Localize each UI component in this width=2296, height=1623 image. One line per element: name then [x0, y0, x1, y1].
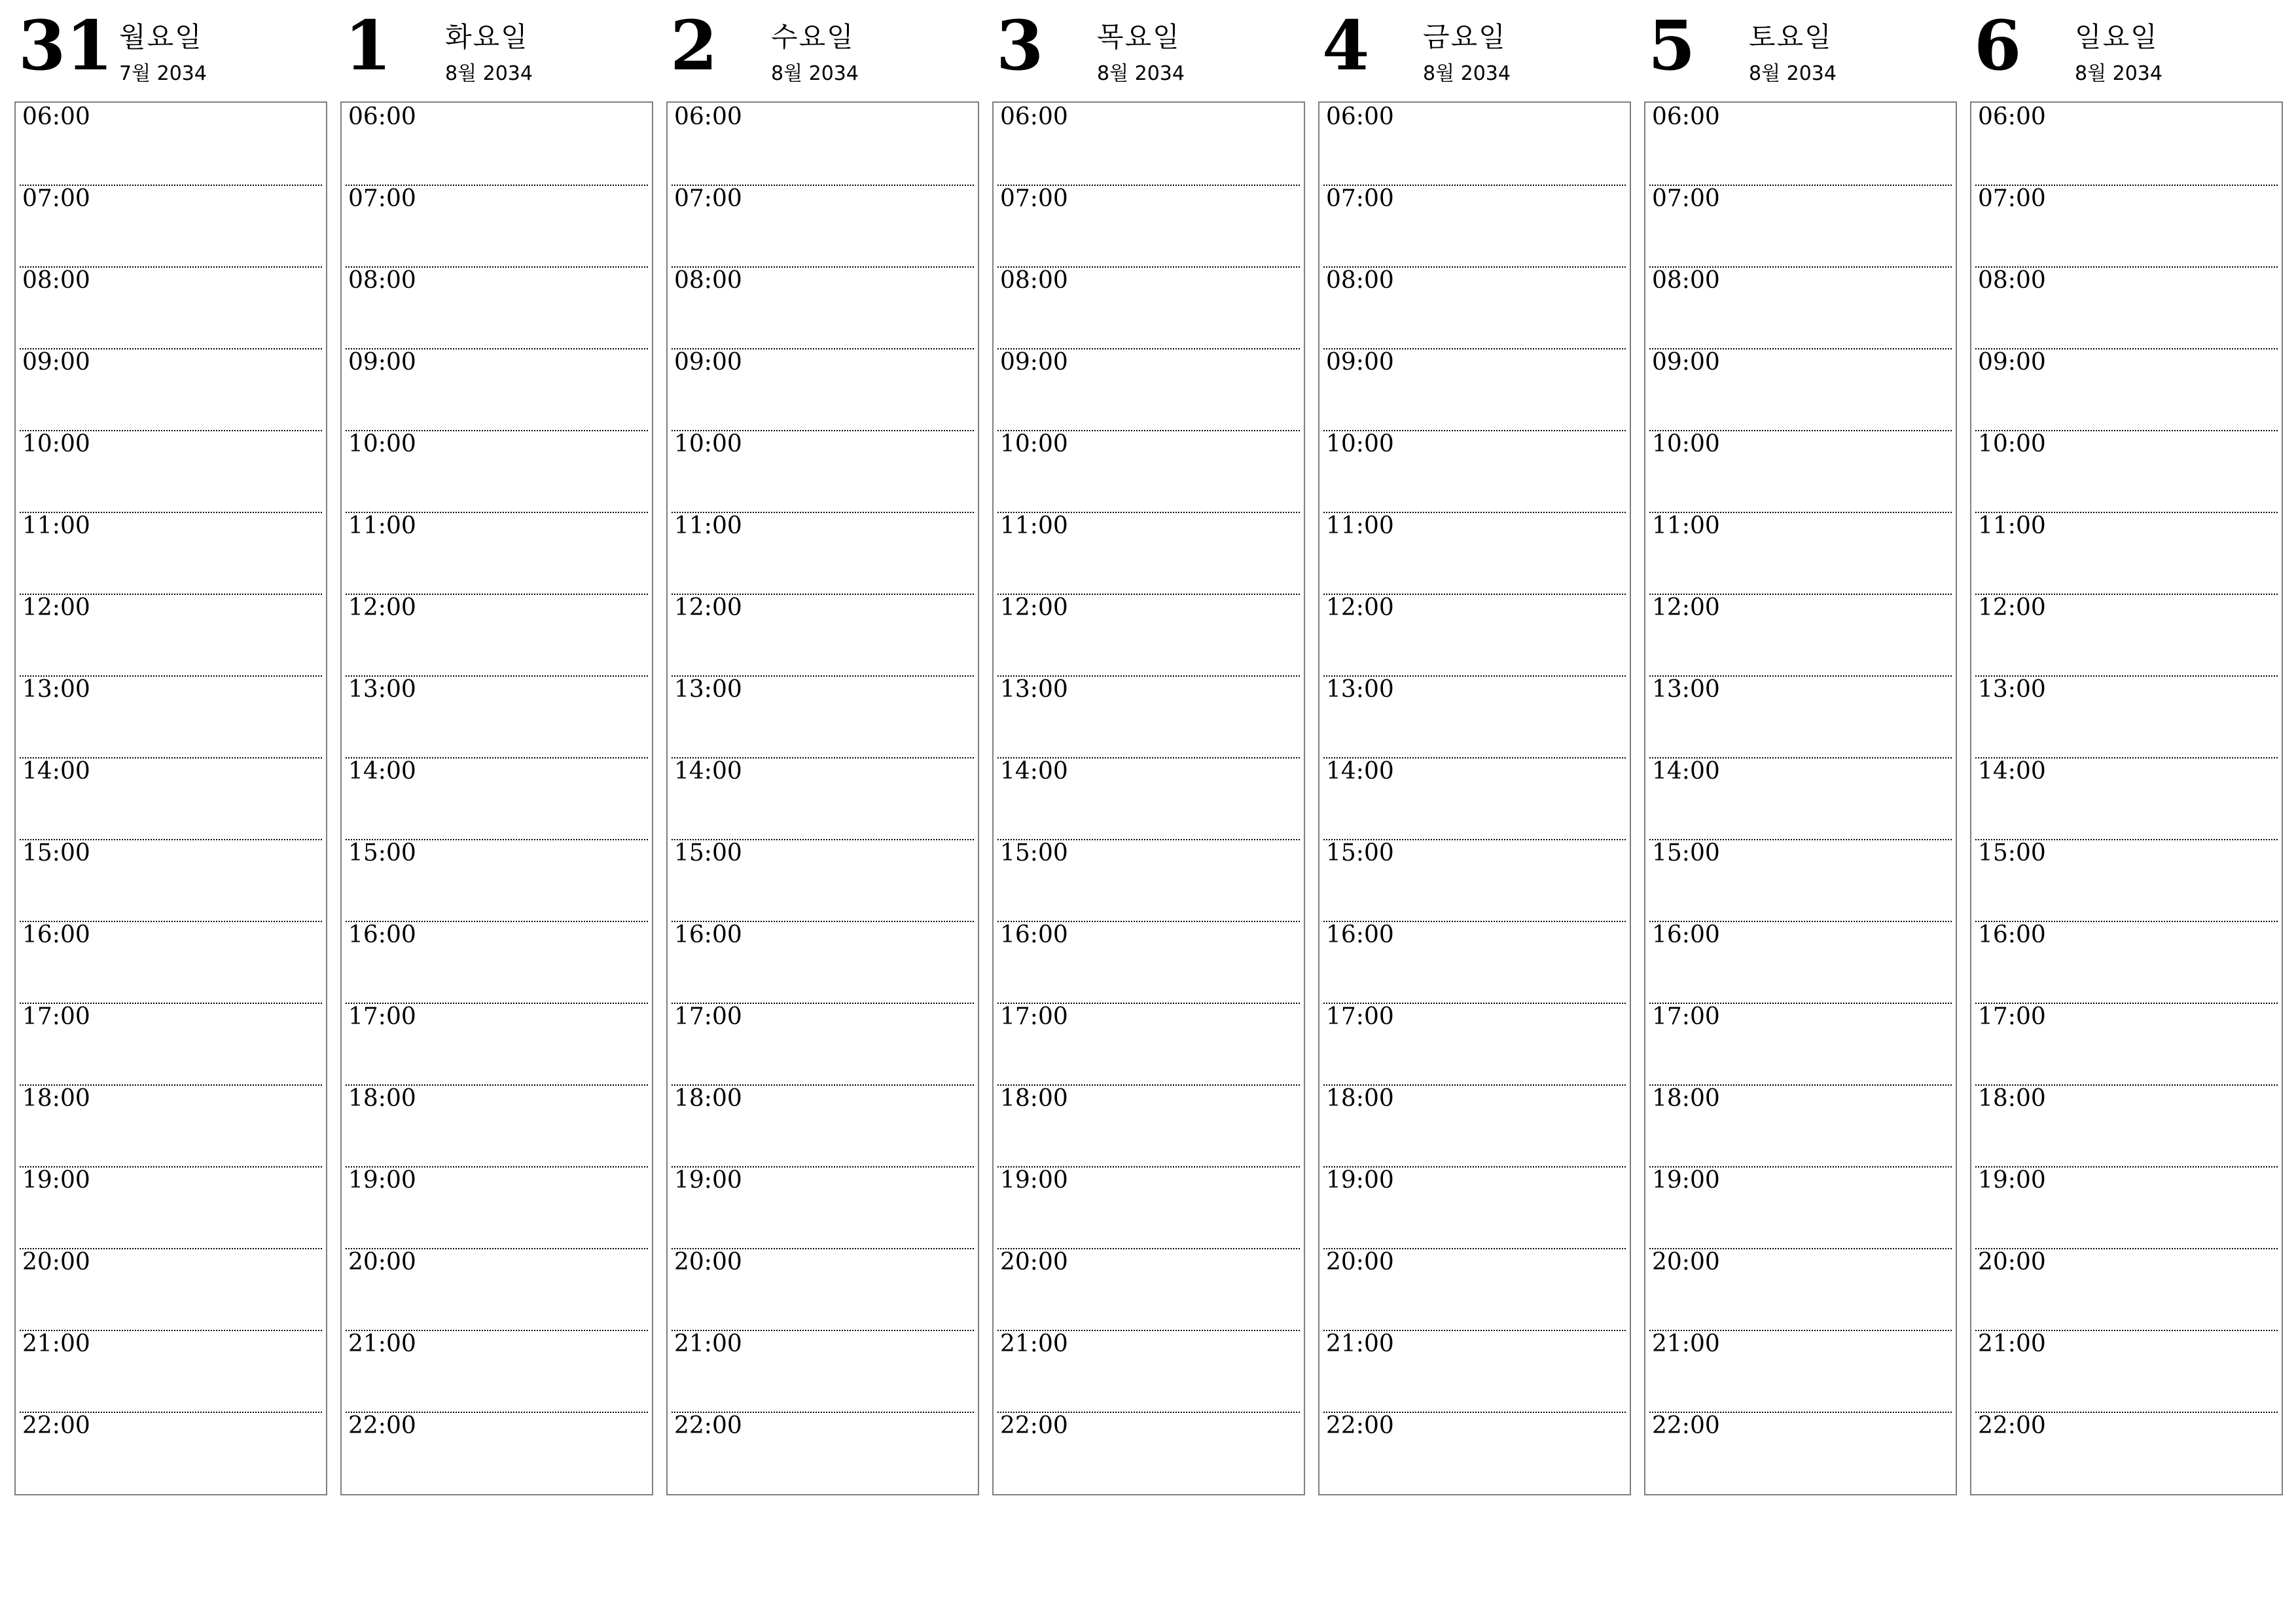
time-slot-label: 13:00 [1000, 676, 1068, 703]
time-slot[interactable] [20, 757, 322, 840]
day-number: 6 [1974, 5, 2022, 86]
time-slot[interactable] [1323, 430, 1626, 513]
month-year-label: 8월 2034 [1097, 62, 1185, 85]
time-slot[interactable] [1323, 266, 1626, 349]
time-slot-label: 12:00 [674, 594, 742, 621]
time-slot-label: 15:00 [674, 840, 742, 866]
time-slot-label: 08:00 [1000, 267, 1068, 294]
weekday-label: 월요일 [119, 21, 203, 53]
day-schedule-box [666, 101, 979, 1495]
time-slot-label: 07:00 [348, 185, 416, 212]
time-slot-label: 12:00 [348, 594, 416, 621]
time-slot-label: 10:00 [1000, 431, 1068, 457]
time-slot[interactable] [1323, 921, 1626, 1004]
time-slot[interactable] [20, 266, 322, 349]
day-schedule-box [14, 101, 327, 1495]
time-slot[interactable] [997, 757, 1300, 840]
time-slot-label: 21:00 [1326, 1330, 1394, 1357]
weekday-label: 수요일 [771, 21, 855, 53]
time-slot-label: 09:00 [22, 349, 90, 376]
time-slot[interactable] [1323, 1248, 1626, 1331]
time-slot-label: 06:00 [348, 103, 416, 130]
time-slot-label: 20:00 [1652, 1249, 1720, 1275]
time-slot-label: 14:00 [674, 758, 742, 785]
time-slot[interactable] [672, 1003, 974, 1086]
time-slot-label: 20:00 [22, 1249, 90, 1275]
time-slot-label: 14:00 [1326, 758, 1394, 785]
time-slot[interactable] [672, 430, 974, 513]
time-slot-label: 10:00 [348, 431, 416, 457]
time-slot-label: 09:00 [1000, 349, 1068, 376]
time-slot-label: 15:00 [348, 840, 416, 866]
time-slot[interactable] [997, 348, 1300, 431]
time-slot[interactable] [346, 1412, 648, 1493]
time-slot[interactable] [672, 1412, 974, 1493]
time-slot-label: 11:00 [1326, 512, 1394, 539]
time-slot[interactable] [997, 430, 1300, 513]
time-slot[interactable] [20, 839, 322, 922]
day-number: 2 [670, 5, 718, 86]
time-slot[interactable] [1975, 103, 2278, 186]
day-number: 1 [344, 5, 392, 86]
day-number: 4 [1322, 5, 1370, 86]
time-slot[interactable] [1975, 757, 2278, 840]
time-slot-label: 06:00 [1000, 103, 1068, 130]
time-slot-label: 13:00 [674, 676, 742, 703]
time-slot-label: 13:00 [1652, 676, 1720, 703]
time-slot-label: 17:00 [22, 1003, 90, 1030]
time-slot-label: 14:00 [22, 758, 90, 785]
time-slot[interactable] [1975, 839, 2278, 922]
time-slot-label: 14:00 [1000, 758, 1068, 785]
weekday-label: 목요일 [1097, 21, 1181, 53]
time-slot-label: 22:00 [348, 1412, 416, 1439]
time-slot[interactable] [1649, 430, 1952, 513]
time-slot[interactable] [997, 675, 1300, 758]
time-slot-label: 18:00 [1652, 1085, 1720, 1112]
time-slot[interactable] [1323, 1003, 1626, 1086]
time-slot-label: 10:00 [1326, 431, 1394, 457]
time-slot[interactable] [1975, 1166, 2278, 1249]
time-slot[interactable] [1323, 594, 1626, 677]
time-slot-label: 18:00 [1326, 1085, 1394, 1112]
time-slot-label: 12:00 [22, 594, 90, 621]
time-slot[interactable] [20, 1166, 322, 1249]
time-slot-label: 07:00 [1000, 185, 1068, 212]
time-slot[interactable] [997, 594, 1300, 677]
time-slot-label: 15:00 [1978, 840, 2046, 866]
time-slot-label: 09:00 [1652, 349, 1720, 376]
time-slot[interactable] [672, 348, 974, 431]
month-year-label: 8월 2034 [2075, 62, 2162, 85]
time-slot[interactable] [1323, 1084, 1626, 1168]
day-schedule-box [1970, 101, 2283, 1495]
time-slot[interactable] [20, 921, 322, 1004]
time-slot[interactable] [672, 839, 974, 922]
time-slot[interactable] [672, 757, 974, 840]
time-slot[interactable] [672, 1248, 974, 1331]
time-slot[interactable] [997, 1248, 1300, 1331]
time-slot-label: 08:00 [1326, 267, 1394, 294]
time-slot-label: 19:00 [1326, 1167, 1394, 1194]
time-slot[interactable] [346, 103, 648, 186]
time-slot-label: 08:00 [348, 267, 416, 294]
time-slot-label: 19:00 [348, 1167, 416, 1194]
time-slot[interactable] [346, 348, 648, 431]
day-header [1970, 0, 2283, 101]
time-slot[interactable] [20, 430, 322, 513]
weekday-label: 일요일 [2075, 21, 2159, 53]
day-column [1970, 0, 2283, 1439]
time-slot[interactable] [20, 1003, 322, 1086]
time-slot-label: 21:00 [22, 1330, 90, 1357]
time-slot[interactable] [1323, 512, 1626, 595]
time-slot-label: 07:00 [1326, 185, 1394, 212]
day-schedule-box [340, 101, 653, 1495]
time-slot-label: 20:00 [348, 1249, 416, 1275]
time-slot[interactable] [346, 1330, 648, 1413]
time-slot-label: 16:00 [22, 921, 90, 948]
time-slot[interactable] [1323, 1412, 1626, 1493]
time-slot[interactable] [20, 348, 322, 431]
time-slot[interactable] [672, 675, 974, 758]
time-slot-label: 16:00 [1652, 921, 1720, 948]
month-year-label: 8월 2034 [1423, 62, 1511, 85]
time-slot-label: 07:00 [674, 185, 742, 212]
time-slot-label: 22:00 [1326, 1412, 1394, 1439]
time-slot-label: 21:00 [1978, 1330, 2046, 1357]
time-slot[interactable] [1323, 1330, 1626, 1413]
time-slot-label: 09:00 [1326, 349, 1394, 376]
time-slot[interactable] [346, 675, 648, 758]
time-slot-label: 18:00 [1000, 1085, 1068, 1112]
time-slot[interactable] [1975, 266, 2278, 349]
time-slot[interactable] [1649, 185, 1952, 268]
day-schedule-box [1644, 101, 1957, 1495]
time-slot[interactable] [1649, 1166, 1952, 1249]
time-slot[interactable] [672, 1166, 974, 1249]
time-slot[interactable] [672, 921, 974, 1004]
time-slot[interactable] [20, 1248, 322, 1331]
time-slot-label: 11:00 [1978, 512, 2046, 539]
time-slot[interactable] [346, 185, 648, 268]
time-slot-label: 17:00 [1652, 1003, 1720, 1030]
day-header [1644, 0, 1957, 101]
time-slot-label: 16:00 [1978, 921, 2046, 948]
time-slot-label: 21:00 [1000, 1330, 1068, 1357]
time-slot-label: 18:00 [22, 1085, 90, 1112]
month-year-label: 8월 2034 [1749, 62, 1837, 85]
time-slot-label: 11:00 [1000, 512, 1068, 539]
time-slot-label: 12:00 [1652, 594, 1720, 621]
time-slot[interactable] [1649, 1003, 1952, 1086]
time-slot-label: 06:00 [1326, 103, 1394, 130]
time-slot-label: 16:00 [674, 921, 742, 948]
time-slot[interactable] [1975, 1003, 2278, 1086]
time-slot[interactable] [672, 512, 974, 595]
time-slot[interactable] [1649, 1248, 1952, 1331]
month-year-label: 7월 2034 [119, 62, 207, 85]
time-slot[interactable] [997, 921, 1300, 1004]
time-slot-label: 19:00 [1000, 1167, 1068, 1194]
time-slot[interactable] [672, 185, 974, 268]
day-header [992, 0, 1305, 101]
time-slot[interactable] [1975, 1248, 2278, 1331]
time-slot[interactable] [1649, 103, 1952, 186]
time-slot[interactable] [1649, 1330, 1952, 1413]
time-slot[interactable] [346, 1084, 648, 1168]
day-column [1318, 0, 1631, 1439]
time-slot-label: 11:00 [674, 512, 742, 539]
time-slot-label: 20:00 [1326, 1249, 1394, 1275]
weekday-label: 화요일 [445, 21, 529, 53]
day-column [666, 0, 979, 1439]
time-slot[interactable] [1975, 430, 2278, 513]
time-slot-label: 17:00 [348, 1003, 416, 1030]
time-slot-label: 10:00 [674, 431, 742, 457]
time-slot[interactable] [1323, 103, 1626, 186]
time-slot-label: 06:00 [1652, 103, 1720, 130]
time-slot-label: 15:00 [1000, 840, 1068, 866]
time-slot-label: 15:00 [1652, 840, 1720, 866]
time-slot[interactable] [20, 1412, 322, 1493]
time-slot[interactable] [997, 103, 1300, 186]
time-slot[interactable] [20, 594, 322, 677]
weekday-label: 토요일 [1749, 21, 1833, 53]
time-slot[interactable] [672, 103, 974, 186]
time-slot[interactable] [346, 594, 648, 677]
time-slot[interactable] [997, 1412, 1300, 1493]
time-slot-label: 18:00 [674, 1085, 742, 1112]
time-slot-label: 17:00 [1000, 1003, 1068, 1030]
time-slot[interactable] [20, 512, 322, 595]
time-slot-label: 16:00 [348, 921, 416, 948]
time-slot[interactable] [1649, 675, 1952, 758]
time-slot[interactable] [997, 512, 1300, 595]
time-slot-label: 22:00 [1652, 1412, 1720, 1439]
time-slot[interactable] [20, 1084, 322, 1168]
time-slot[interactable] [997, 1166, 1300, 1249]
time-slot[interactable] [672, 594, 974, 677]
time-slot-label: 13:00 [1978, 676, 2046, 703]
time-slot[interactable] [1975, 348, 2278, 431]
time-slot[interactable] [346, 839, 648, 922]
time-slot-label: 22:00 [674, 1412, 742, 1439]
time-slot-label: 13:00 [22, 676, 90, 703]
time-slot[interactable] [1649, 512, 1952, 595]
time-slot[interactable] [997, 1084, 1300, 1168]
time-slot-label: 10:00 [22, 431, 90, 457]
time-slot-label: 20:00 [1978, 1249, 2046, 1275]
time-slot-label: 19:00 [1978, 1167, 2046, 1194]
time-slot-label: 18:00 [1978, 1085, 2046, 1112]
time-slot[interactable] [346, 921, 648, 1004]
time-slot[interactable] [1323, 675, 1626, 758]
time-slot-label: 08:00 [1978, 267, 2046, 294]
time-slot-label: 21:00 [1652, 1330, 1720, 1357]
time-slot[interactable] [1975, 1412, 2278, 1493]
time-slot-label: 08:00 [1652, 267, 1720, 294]
time-slot-label: 07:00 [1652, 185, 1720, 212]
time-slot-label: 14:00 [348, 758, 416, 785]
time-slot[interactable] [346, 1166, 648, 1249]
time-slot-label: 12:00 [1326, 594, 1394, 621]
time-slot[interactable] [672, 266, 974, 349]
time-slot[interactable] [1649, 1084, 1952, 1168]
time-slot-label: 19:00 [1652, 1167, 1720, 1194]
time-slot[interactable] [1323, 757, 1626, 840]
time-slot[interactable] [1975, 1330, 2278, 1413]
time-slot-label: 07:00 [22, 185, 90, 212]
time-slot[interactable] [997, 1330, 1300, 1413]
month-year-label: 8월 2034 [445, 62, 533, 85]
time-slot[interactable] [20, 103, 322, 186]
time-slot-label: 10:00 [1652, 431, 1720, 457]
time-slot-label: 21:00 [348, 1330, 416, 1357]
time-slot-label: 17:00 [674, 1003, 742, 1030]
time-slot-label: 14:00 [1652, 758, 1720, 785]
time-slot[interactable] [1649, 757, 1952, 840]
time-slot[interactable] [1649, 594, 1952, 677]
day-number: 31 [18, 5, 113, 86]
time-slot[interactable] [20, 1330, 322, 1413]
time-slot-label: 18:00 [348, 1085, 416, 1112]
time-slot[interactable] [1649, 921, 1952, 1004]
time-slot-label: 11:00 [1652, 512, 1720, 539]
time-slot[interactable] [1975, 1084, 2278, 1168]
day-column [1644, 0, 1957, 1439]
time-slot-label: 19:00 [22, 1167, 90, 1194]
time-slot[interactable] [1975, 594, 2278, 677]
time-slot-label: 15:00 [22, 840, 90, 866]
time-slot-label: 08:00 [22, 267, 90, 294]
time-slot-label: 13:00 [1326, 676, 1394, 703]
time-slot-label: 22:00 [22, 1412, 90, 1439]
time-slot[interactable] [346, 757, 648, 840]
time-slot-label: 13:00 [348, 676, 416, 703]
time-slot-label: 20:00 [674, 1249, 742, 1275]
time-slot[interactable] [1649, 266, 1952, 349]
time-slot-label: 08:00 [674, 267, 742, 294]
time-slot-label: 11:00 [22, 512, 90, 539]
time-slot-label: 14:00 [1978, 758, 2046, 785]
time-slot[interactable] [997, 839, 1300, 922]
time-slot[interactable] [1975, 921, 2278, 1004]
time-slot[interactable] [672, 1330, 974, 1413]
weekday-label: 금요일 [1423, 21, 1507, 53]
time-slot-label: 17:00 [1978, 1003, 2046, 1030]
time-slot[interactable] [346, 1003, 648, 1086]
day-number: 3 [996, 5, 1044, 86]
day-header [14, 0, 327, 101]
time-slot-label: 11:00 [348, 512, 416, 539]
time-slot[interactable] [346, 1248, 648, 1331]
day-column [992, 0, 1305, 1439]
time-slot-label: 09:00 [1978, 349, 2046, 376]
time-slot-label: 09:00 [348, 349, 416, 376]
time-slot[interactable] [346, 512, 648, 595]
time-slot-label: 12:00 [1978, 594, 2046, 621]
time-slot[interactable] [1323, 185, 1626, 268]
time-slot[interactable] [1649, 839, 1952, 922]
day-header [666, 0, 979, 101]
time-slot[interactable] [1323, 839, 1626, 922]
time-slot[interactable] [1649, 1412, 1952, 1493]
time-slot[interactable] [346, 430, 648, 513]
time-slot[interactable] [1975, 675, 2278, 758]
time-slot[interactable] [1975, 512, 2278, 595]
day-header [1318, 0, 1631, 101]
time-slot[interactable] [20, 675, 322, 758]
month-year-label: 8월 2034 [771, 62, 859, 85]
time-slot-label: 21:00 [674, 1330, 742, 1357]
time-slot-label: 20:00 [1000, 1249, 1068, 1275]
day-header [340, 0, 653, 101]
time-slot-label: 07:00 [1978, 185, 2046, 212]
day-column [14, 0, 327, 1439]
time-slot-label: 12:00 [1000, 594, 1068, 621]
time-slot-label: 22:00 [1978, 1412, 2046, 1439]
time-slot[interactable] [1323, 1166, 1626, 1249]
day-schedule-box [1318, 101, 1631, 1495]
time-slot-label: 09:00 [674, 349, 742, 376]
time-slot-label: 06:00 [22, 103, 90, 130]
time-slot-label: 15:00 [1326, 840, 1394, 866]
day-column [340, 0, 653, 1439]
time-slot-label: 16:00 [1000, 921, 1068, 948]
time-slot-label: 17:00 [1326, 1003, 1394, 1030]
time-slot-label: 16:00 [1326, 921, 1394, 948]
time-slot-label: 06:00 [674, 103, 742, 130]
time-slot[interactable] [997, 1003, 1300, 1086]
time-slot[interactable] [1323, 348, 1626, 431]
time-slot-label: 19:00 [674, 1167, 742, 1194]
time-slot[interactable] [997, 185, 1300, 268]
time-slot-label: 06:00 [1978, 103, 2046, 130]
time-slot[interactable] [1975, 185, 2278, 268]
day-number: 5 [1648, 5, 1696, 86]
time-slot-label: 22:00 [1000, 1412, 1068, 1439]
time-slot-label: 10:00 [1978, 431, 2046, 457]
time-slot[interactable] [672, 1084, 974, 1168]
time-slot[interactable] [1649, 348, 1952, 431]
time-slot[interactable] [997, 266, 1300, 349]
time-slot[interactable] [346, 266, 648, 349]
time-slot[interactable] [20, 185, 322, 268]
day-schedule-box [992, 101, 1305, 1495]
